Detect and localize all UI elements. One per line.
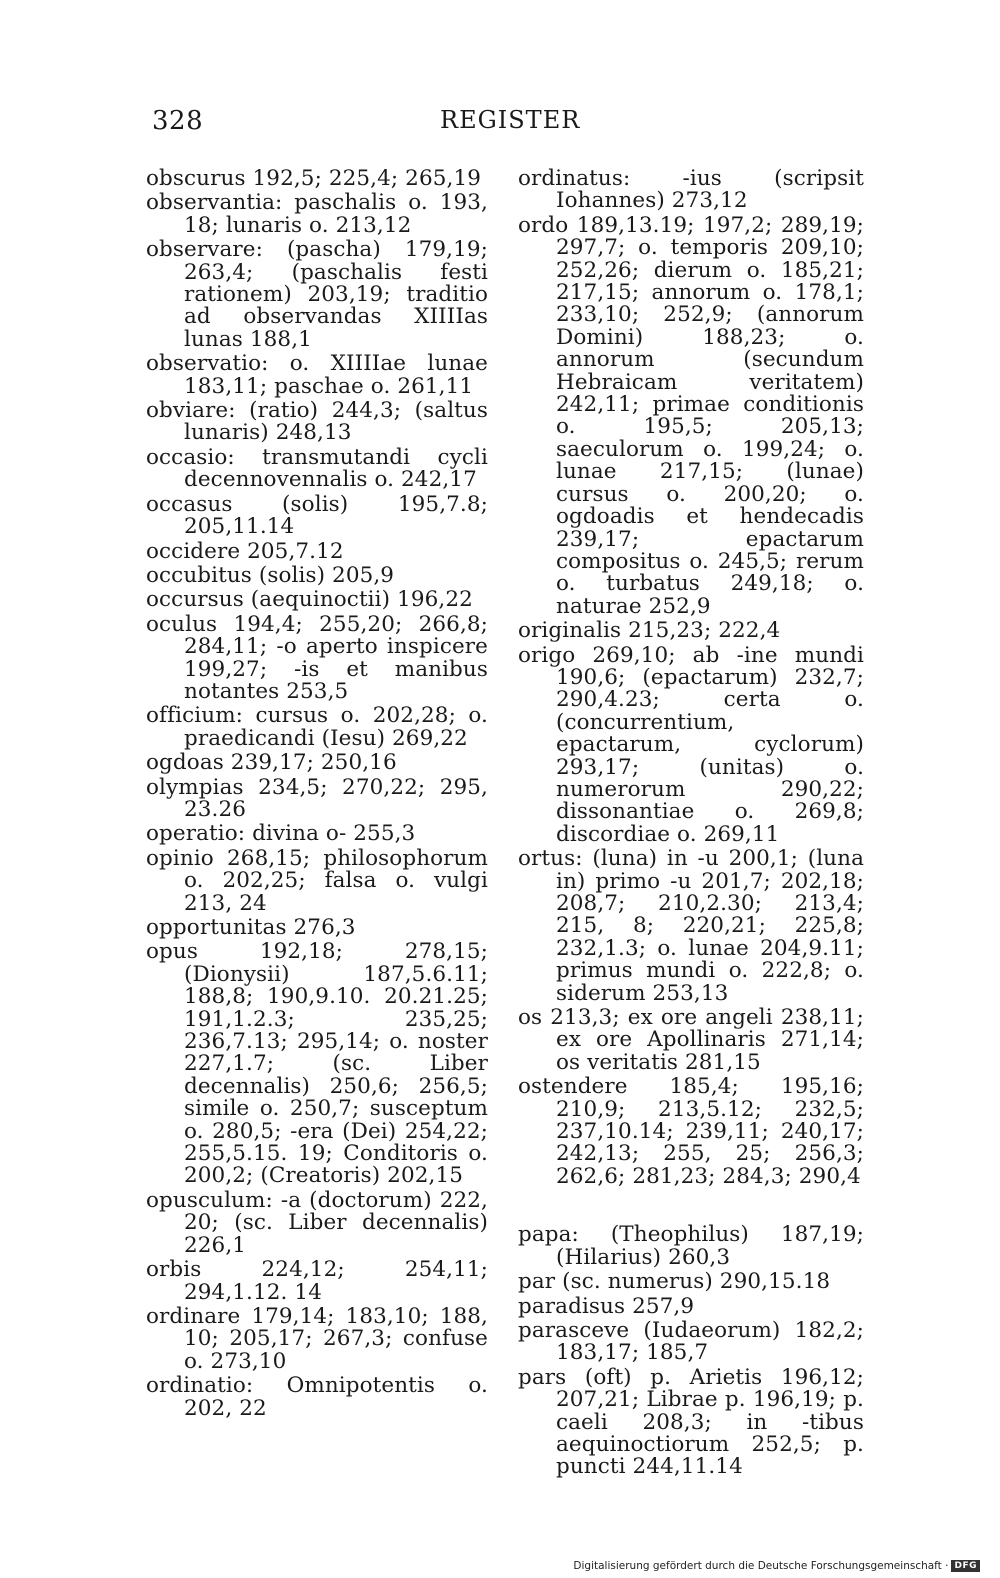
index-entry: origo 269,10; ab -ine mundi 190,6; (epactarum) 232,7; 290,4.23; certa o. (concurrentium, epactarum, cyclorum) 293,17; (unitas) o. numerorum 290,22; dissonantiae o. 269,8; discordiae o. 269,11 — [518, 642, 864, 847]
page-number: 328 — [152, 106, 204, 136]
index-entry: opportunitas 276,3 — [146, 915, 356, 940]
index-entry: observare: (pascha) 179,19; 263,4; (paschalis festi rationem) 203,19; traditio ad observandas XIIIIas lunas 188,1 — [146, 237, 488, 352]
index-entry: ostendere 185,4; 195,16; 210,9; 213,5.12; 232,5; 237,10.14; 239,11; 240,17; 242,13; 255, 25; 256,3; 262,6; 281,23; 284,3; 290,4 — [518, 1074, 864, 1189]
index-entry: operatio: divina o- 255,3 — [146, 821, 416, 847]
digitization-credit — [573, 1560, 980, 1572]
index-entry: pars (oft) p. Arietis 196,12; 207,21; Librae p. 196,19; p. caeli 208,3; in -tibus aequinoctiorum 252,5; p. puncti 244,11.14 — [518, 1364, 864, 1480]
index-entry: opus 192,18; 278,15; (Dionysii) 187,5.6.11; 188,8; 190,9.10. 20.21.25; 191,1.2.3; 235,25; 236,7.13; 295,14; o. noster 227,1.7; (sc. Liber decennalis) 250,6; 256,5; simile o. 250,7; susceptum o. 280,5; -era (Dei) 254,22; 255,5.15. 19; Conditoris o. 200,2; (Creatoris) 202,15 — [146, 939, 488, 1189]
index-entry: ogdoas 239,17; 250,16 — [146, 750, 397, 776]
index-entry: paradisus 257,9 — [518, 1293, 695, 1319]
index-entry: occasio: transmutandi cycli decennovennalis o. 242,17 — [146, 444, 488, 493]
index-entry: olympias 234,5; 270,22; 295, 23.26 — [146, 774, 488, 822]
index-entry: officium: cursus o. 202,28; o. praedicandi (Iesu) 269,22 — [146, 703, 488, 751]
index-entry: occidere 205,7.12 — [146, 538, 344, 564]
index-entry: observatio: o. XIIIIae lunae 183,11; paschae o. 261,11 — [146, 351, 488, 399]
index-entry: opinio 268,15; philosophorum o. 202,25; falsa o. vulgi 213, 24 — [146, 845, 488, 916]
running-head: REGISTER — [440, 106, 581, 134]
index-entry: occasus (solis) 195,7.8; 205,11.14 — [146, 491, 488, 540]
credit-text: Digitalisierung gefördert durch die Deutsche Forschungsgemeinschaft · — [573, 1560, 949, 1572]
index-entry: obscurus 192,5; 225,4; 265,19 — [146, 166, 482, 191]
index-entry: originalis 215,23; 222,4 — [518, 618, 781, 644]
index-entry: orbis 224,12; 254,11; 294,1.12. 14 — [146, 1257, 488, 1305]
dfg-logo: DFG — [951, 1560, 980, 1572]
index-entry: obviare: (ratio) 244,3; (saltus lunaris) 248,13 — [146, 398, 488, 446]
index-entry: os 213,3; ex ore angeli 238,11; ex ore Apollinaris 271,14; os veritatis 281,15 — [518, 1005, 864, 1075]
index-entry: occursus (aequinoctii) 196,22 — [146, 587, 473, 613]
index-column-left — [146, 168, 488, 1422]
index-entry: ordinatio: Omnipotentis o. 202, 22 — [146, 1373, 488, 1421]
index-entry: observantia: paschalis o. 193, 18; lunaris o. 213,12 — [146, 190, 488, 238]
index-column-right — [518, 168, 864, 1481]
index-entry: ordinatus: -ius (scripsit Iohannes) 273,12 — [518, 166, 864, 214]
index-entry: ordinare 179,14; 183,10; 188, 10; 205,17; 267,3; confuse o. 273,10 — [146, 1303, 488, 1374]
index-entry: ortus: (luna) in -u 200,1; (luna in) primo -u 201,7; 202,18; 208,7; 210,2.30; 213,4; 215, 8; 220,21; 225,8; 232,1.3; o. lunae 204,9.11; primus mundi o. 222,8; o. siderum 253,13 — [518, 846, 864, 1006]
index-entry: opusculum: -a (doctorum) 222, 20; (sc. Liber decennalis) 226,1 — [146, 1187, 488, 1258]
index-entry: papa: (Theophilus) 187,19; (Hilarius) 260,3 — [518, 1222, 864, 1270]
index-entry: oculus 194,4; 255,20; 266,8; 284,11; -o aperto inspicere 199,27; -is et manibus notantes 253,5 — [146, 611, 488, 704]
index-entry: ordo 189,13.19; 197,2; 289,19; 297,7; o. temporis 209,10; 252,26; dierum o. 185,21; 217,15; annorum o. 178,1; 233,10; 252,9; (annorum Domini) 188,23; o. annorum (secundum Hebraicam veritatem) 242,11; primae conditionis o. 195,5; 205,13; saeculorum o. 199,24; o. lunae 217,15; (lunae) cursus o. 200,20; o. ogdoadis et hendecadis 239,17; epactarum compositus o. 245,5; rerum o. turbatus 249,18; o. naturae 252,9 — [518, 212, 864, 619]
index-entry: parasceve (Iudaeorum) 182,2; 183,17; 185,7 — [518, 1317, 864, 1366]
index-entry: occubitus (solis) 205,9 — [146, 562, 395, 588]
index-entry: par (sc. numerus) 290,15.18 — [518, 1269, 831, 1295]
